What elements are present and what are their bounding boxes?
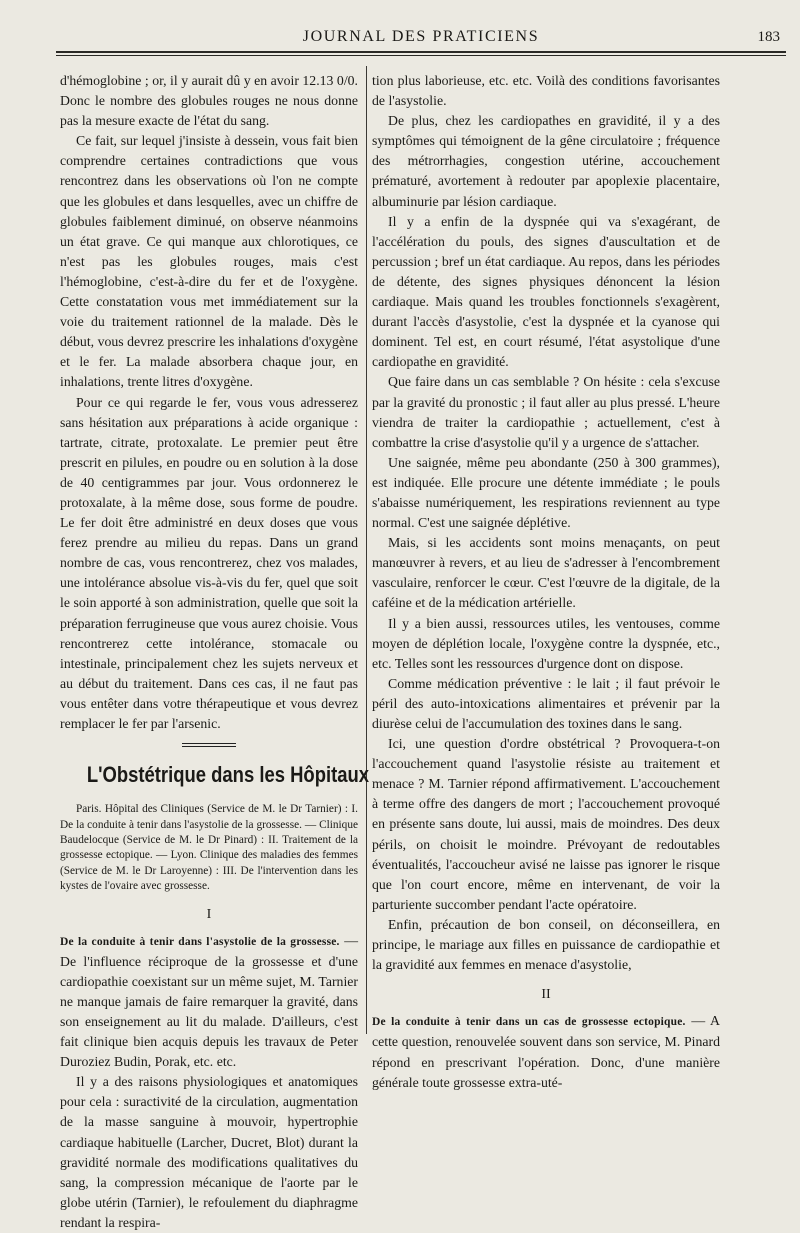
journal-title: JOURNAL DES PRATICIENS (302, 28, 540, 45)
left-column (60, 71, 370, 1233)
right-column (372, 71, 720, 1093)
paragraph: De plus, chez les cardiopathes en gravidité, il y a des symptômes qui témoignent de la gêne circulatoire ; fréquence des métrorrhagies, congestion utérine, accouchement prématuré, avortement à redouter par apoplexie placentaire, albuminurie par lésion cardiaque. (372, 113, 720, 209)
running-head (56, 26, 786, 50)
paragraph: Que faire dans un cas semblable ? On hésite : cela s'excuse par la gravité du pronostic ; il faut aller au plus pressé. L'heure viendra de traiter la cardiopathie ; actuellement, c'est à combattre la crise d'asystolie qu'il y a urgence de s'attacher. (372, 374, 720, 450)
paragraph: Enfin, précaution de bon conseil, on déconseillera, en principe, le mariage aux filles en puissance de cardiopathie et la gravidité aux femmes en menace d'asystolie, (372, 916, 720, 973)
paragraph: Mais, si les accidents sont moins menaçants, on peut manœuvrer à revers, et au lieu de s'adresser à l'encombrement vasculaire, renforcer le cœur. C'est l'œuvre de la digitale, de la caféine et de la médication artérielle. (372, 535, 720, 611)
paragraph: Ce fait, sur lequel j'insiste à dessein, vous fait bien comprendre certaines contradictions que vous rencontrez dans les observations où l'on ne compte que les globules et dans lesquelles, avec un chiffre de globules faiblement diminué, on observe néanmoins un état grave. Ce qui manque aux chlorotiques, ce n'est pas les globules rouges, mais c'est l'hémoglobine, c'est-à-dire du fer et de l'oxygène. Cette constatation vous met immédiatement sur la voie du traitement rationnel de la malade. Dès le début, vous devrez prescrire les inhalations d'oxygène et le fer. La malade absorbera chaque jour, en inhalations, trente litres d'oxygène. (60, 133, 358, 390)
subsection-text: — A cette question, renouvelée souvent dans son service, M. Pinard répond en prescrivant l'opération. Donc, d'une manière générale toute grossesse extra-uté- (372, 1013, 721, 1090)
section-number: II (541, 987, 551, 1003)
subsection-paragraph (60, 931, 358, 1073)
paragraph: Ici, une question d'ordre obstétrical ? Provoquera-t-on l'accouchement quand l'asystolie résiste au traitement et menace ? M. Tarnier répond affirmativement. L'accouchement à terme offre des dangers de mort ; l'accouchement provoqué en présente sans doute, lui aussi, mais de moindres. Des deux périls, on choisit le moindre. Prévoyant de redoutables éventualités, l'accoucheur avisé ne laisse pas ignorer le risque que l'on court encore, même en intervenant, de voir la parturiente succomber pendant l'acte opératoire. (372, 736, 720, 912)
page-number: 183 (757, 29, 780, 45)
section-number: I (206, 906, 212, 922)
paragraph: tion plus laborieuse, etc. etc. Voilà des conditions favorisantes de l'asystolie. (372, 73, 720, 109)
paragraph: Comme médication préventive : le lait ; il faut prévoir le péril des auto-intoxications alimentaires et prévenir par la diurèse celui de l'accumulation des toxines dans le sang. (372, 675, 720, 731)
paragraph: Pour ce qui regarde le fer, vous vous adresserez sans hésitation aux préparations à acide organique : tartrate, citrate, protoxalate. Le premier peut être prescrit en pilules, en poudre ou en solution à la dose de 40 centigrammes par jour. Vous ordonnerez le protoxalate, à la même dose, sous forme de poudre. Le fer doit être administré en deux doses que vous ferez prendre au milieu du repas. Dans un grand nombre de cas, vous rencontrerez, chez vos malades, une intolérance absolue vis-à-vis du fer, quel que soit le soin apporté à son administration, quelle que soit la préparation ferrugineuse que vous aurez choisie. Vous rencontrerez cette intolérance, stomacale ou intestinale, principalement chez les sujets nerveux et au début du traitement. Dans ces cas, il ne faut pas vous entêter dans votre thérapeutique et vous devrez remplacer le fer par l'arsenic. (60, 394, 358, 731)
paragraph: Il y a bien aussi, ressources utiles, les ventouses, comme moyen de déplétion locale, l'oxygène contre la dyspnée, etc., etc. Telles sont les ressources d'urgence dont on dispose. (372, 615, 720, 671)
paragraph: Il y a des raisons physiologiques et anatomiques pour cela : suractivité de la circulation, augmentation de la masse sanguine à mouvoir, hypertrophie cardiaque habituelle (Larcher, Ducret, Blot) durant la gravidité normale des modifications qualitatives du sang, la compression mécanique de l'aorte par le globe utérin (Tarnier), le refoulement du diaphragme rendant la respira- (60, 1074, 358, 1230)
section-summary: Paris. Hôpital des Cliniques (Service de M. le Dr Tarnier) : I. De la conduite à tenir dans l'asystolie de la grossesse. — Clinique Baudelocque (Service de M. le Dr Pinard) : II. Traitement de la grossesse ectopique. — Lyon. Clinique des maladies des femmes (Service de M. le Dr Laroyenne) : III. De l'intervention dans les kystes de l'ovaire avec grossesse. (60, 803, 358, 893)
subsection-paragraph (372, 1011, 720, 1092)
section-separator (182, 743, 236, 747)
paragraph: Une saignée, même peu abondante (250 à 300 grammes), est indiquée. Elle procure une détente immédiate ; le pouls s'abaisse numériquement, les respirations reviennent au type normal. C'est une saignée déplétive. (372, 454, 720, 531)
subsection-text: — De l'influence réciproque de la grossesse et d'une cardiopathie coexistant sur un même sujet, M. Tarnier ne manque jamais de faire remarquer la gravité, dans son enseignement au lit du malade. D'ailleurs, c'est fait clinique bien acquis depuis les travaux de Peter Duroziez Budin, Porak, etc. etc. (60, 932, 359, 1070)
paragraph: d'hémoglobine ; or, il y aurait dû y en avoir 12.13 0/0. Donc le nombre des globules rouges ne nous donne pas la mesure exacte de l'état du sang. (60, 73, 358, 129)
column-divider (366, 66, 367, 1034)
header-rule (56, 51, 786, 53)
subsection-heading: De la conduite à tenir dans un cas de grossesse ectopique. (372, 1016, 686, 1029)
paragraph: Il y a enfin de la dyspnée qui va s'exagérant, de l'accélération du pouls, des signes d'auscultation et de percussion ; bref un état cardiaque. Au repos, dans les périodes de détente, des signes physiques dénoncent la lésion cardiaque. Mais quand les troubles fonctionnels s'exagèrent, durant l'accès d'asystolie, c'est la dyspnée et la cyanose qui dominent. Tel est, en court résumé, l'état asystolique d'une cardiopathe en gravidité. (372, 213, 720, 370)
subsection-heading: De la conduite à tenir dans l'asystolie de la grossesse. (60, 935, 340, 948)
header-rule-thin (56, 55, 786, 56)
section-title: L'Obstétrique dans les Hôpitaux (86, 762, 370, 788)
